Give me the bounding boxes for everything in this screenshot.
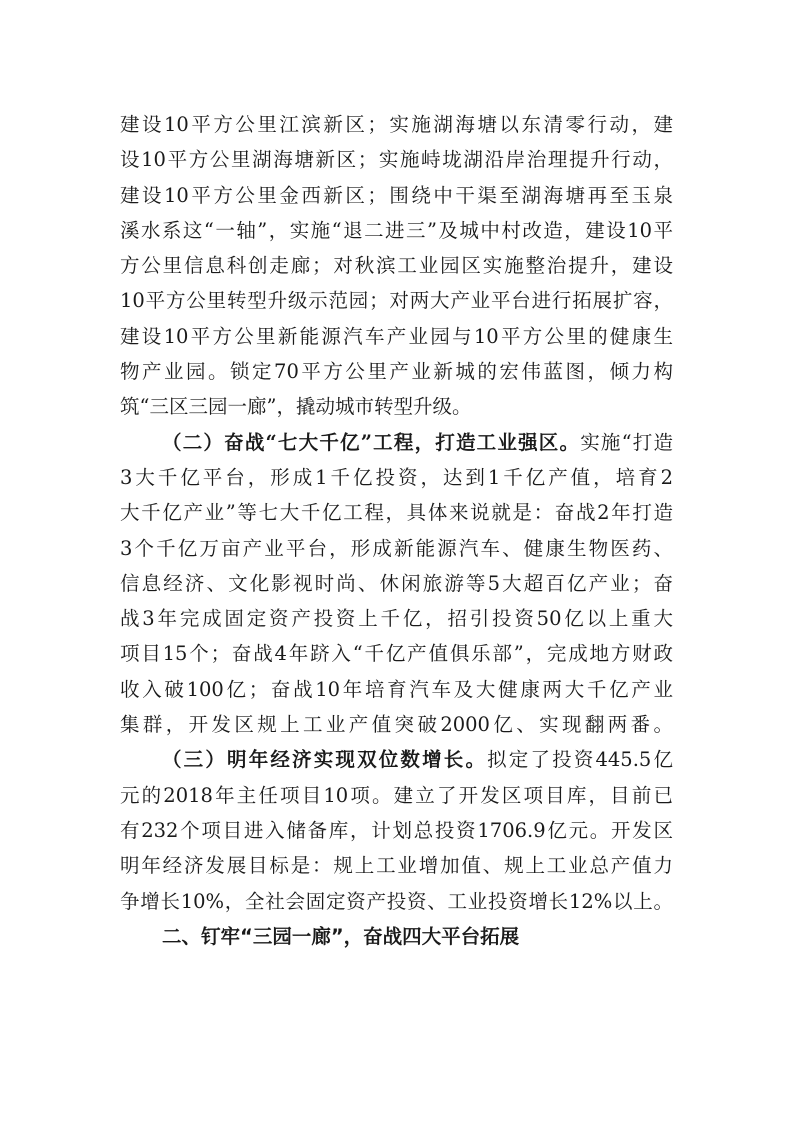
text-line: 10平方公里转型升级示范园；对两大产业平台进行拓展扩容，: [120, 289, 673, 313]
line-text: 实施“打造: [580, 430, 673, 454]
document-body: [120, 107, 673, 954]
text-line: 元的2018年主任项目10项。建立了开发区项目库，目前已: [120, 783, 673, 807]
text-line: 筑“三区三园一廊”，撬动城市转型升级。: [120, 395, 472, 419]
text-line: 溪水系这“一轴”，实施“退二进三”及城中村改造，建设10平: [120, 218, 673, 242]
text-line: 3大千亿平台，形成1千亿投资，达到1千亿产值，培育2: [120, 465, 673, 489]
text-line: 3个千亿万亩产业平台，形成新能源汽车、健康生物医药、: [120, 536, 673, 560]
line-text: 拟定了投资445.5亿: [487, 748, 673, 772]
paragraph-lead-heading: （二）奋战“七大千亿”工程，打造工业强区。: [162, 430, 581, 454]
paragraph: [120, 425, 673, 743]
text-line: 项目15个；奋战4年跻入“千亿产值俱乐部”，完成地方财政: [120, 642, 673, 666]
text-line: 大千亿产业”等七大千亿工程，具体来说就是：奋战2年打造: [120, 501, 673, 525]
text-line: 方公里信息科创走廊；对秋滨工业园区实施整治提升，建设: [120, 254, 673, 278]
text-line: 集群，开发区规上工业产值突破2000亿、实现翻两番。: [120, 713, 673, 737]
text-line: 争增长10%，全社会固定资产投资、工业投资增长12%以上。: [120, 889, 673, 913]
paragraph: [120, 107, 673, 425]
text-line: 有232个项目进入储备库，计划总投资1706.9亿元。开发区: [120, 818, 673, 842]
section-heading: 二、钉牢“三园一廊”，奋战四大平台拓展: [162, 924, 520, 948]
text-line: 建设10平方公里新能源汽车产业园与10平方公里的健康生: [120, 324, 673, 348]
text-line: 战3年完成固定资产投资上千亿，招引投资50亿以上重大: [120, 607, 673, 631]
text-line: 收入破100亿；奋战10年培育汽车及大健康两大千亿产业: [120, 677, 673, 701]
text-line: 物产业园。锁定70平方公里产业新城的宏伟蓝图，倾力构: [120, 360, 673, 384]
text-line: 建设10平方公里江滨新区；实施湖海塘以东清零行动，建: [120, 113, 673, 136]
paragraph: [120, 742, 673, 918]
text-line: [120, 425, 673, 460]
text-line: 明年经济发展目标是：规上工业增加值、规上工业总产值力: [120, 854, 673, 878]
text-line: 信息经济、文化影视时尚、休闲旅游等5大超百亿产业；奋: [120, 571, 673, 595]
paragraph-lead-heading: （三）明年经济实现双位数增长。: [162, 748, 488, 772]
text-line: 设10平方公里湖海塘新区；实施峙垅湖沿岸治理提升行动，: [120, 148, 673, 172]
text-line: [120, 742, 673, 777]
text-line: 建设10平方公里金西新区；围绕中干渠至湖海塘再至玉泉: [120, 183, 673, 207]
